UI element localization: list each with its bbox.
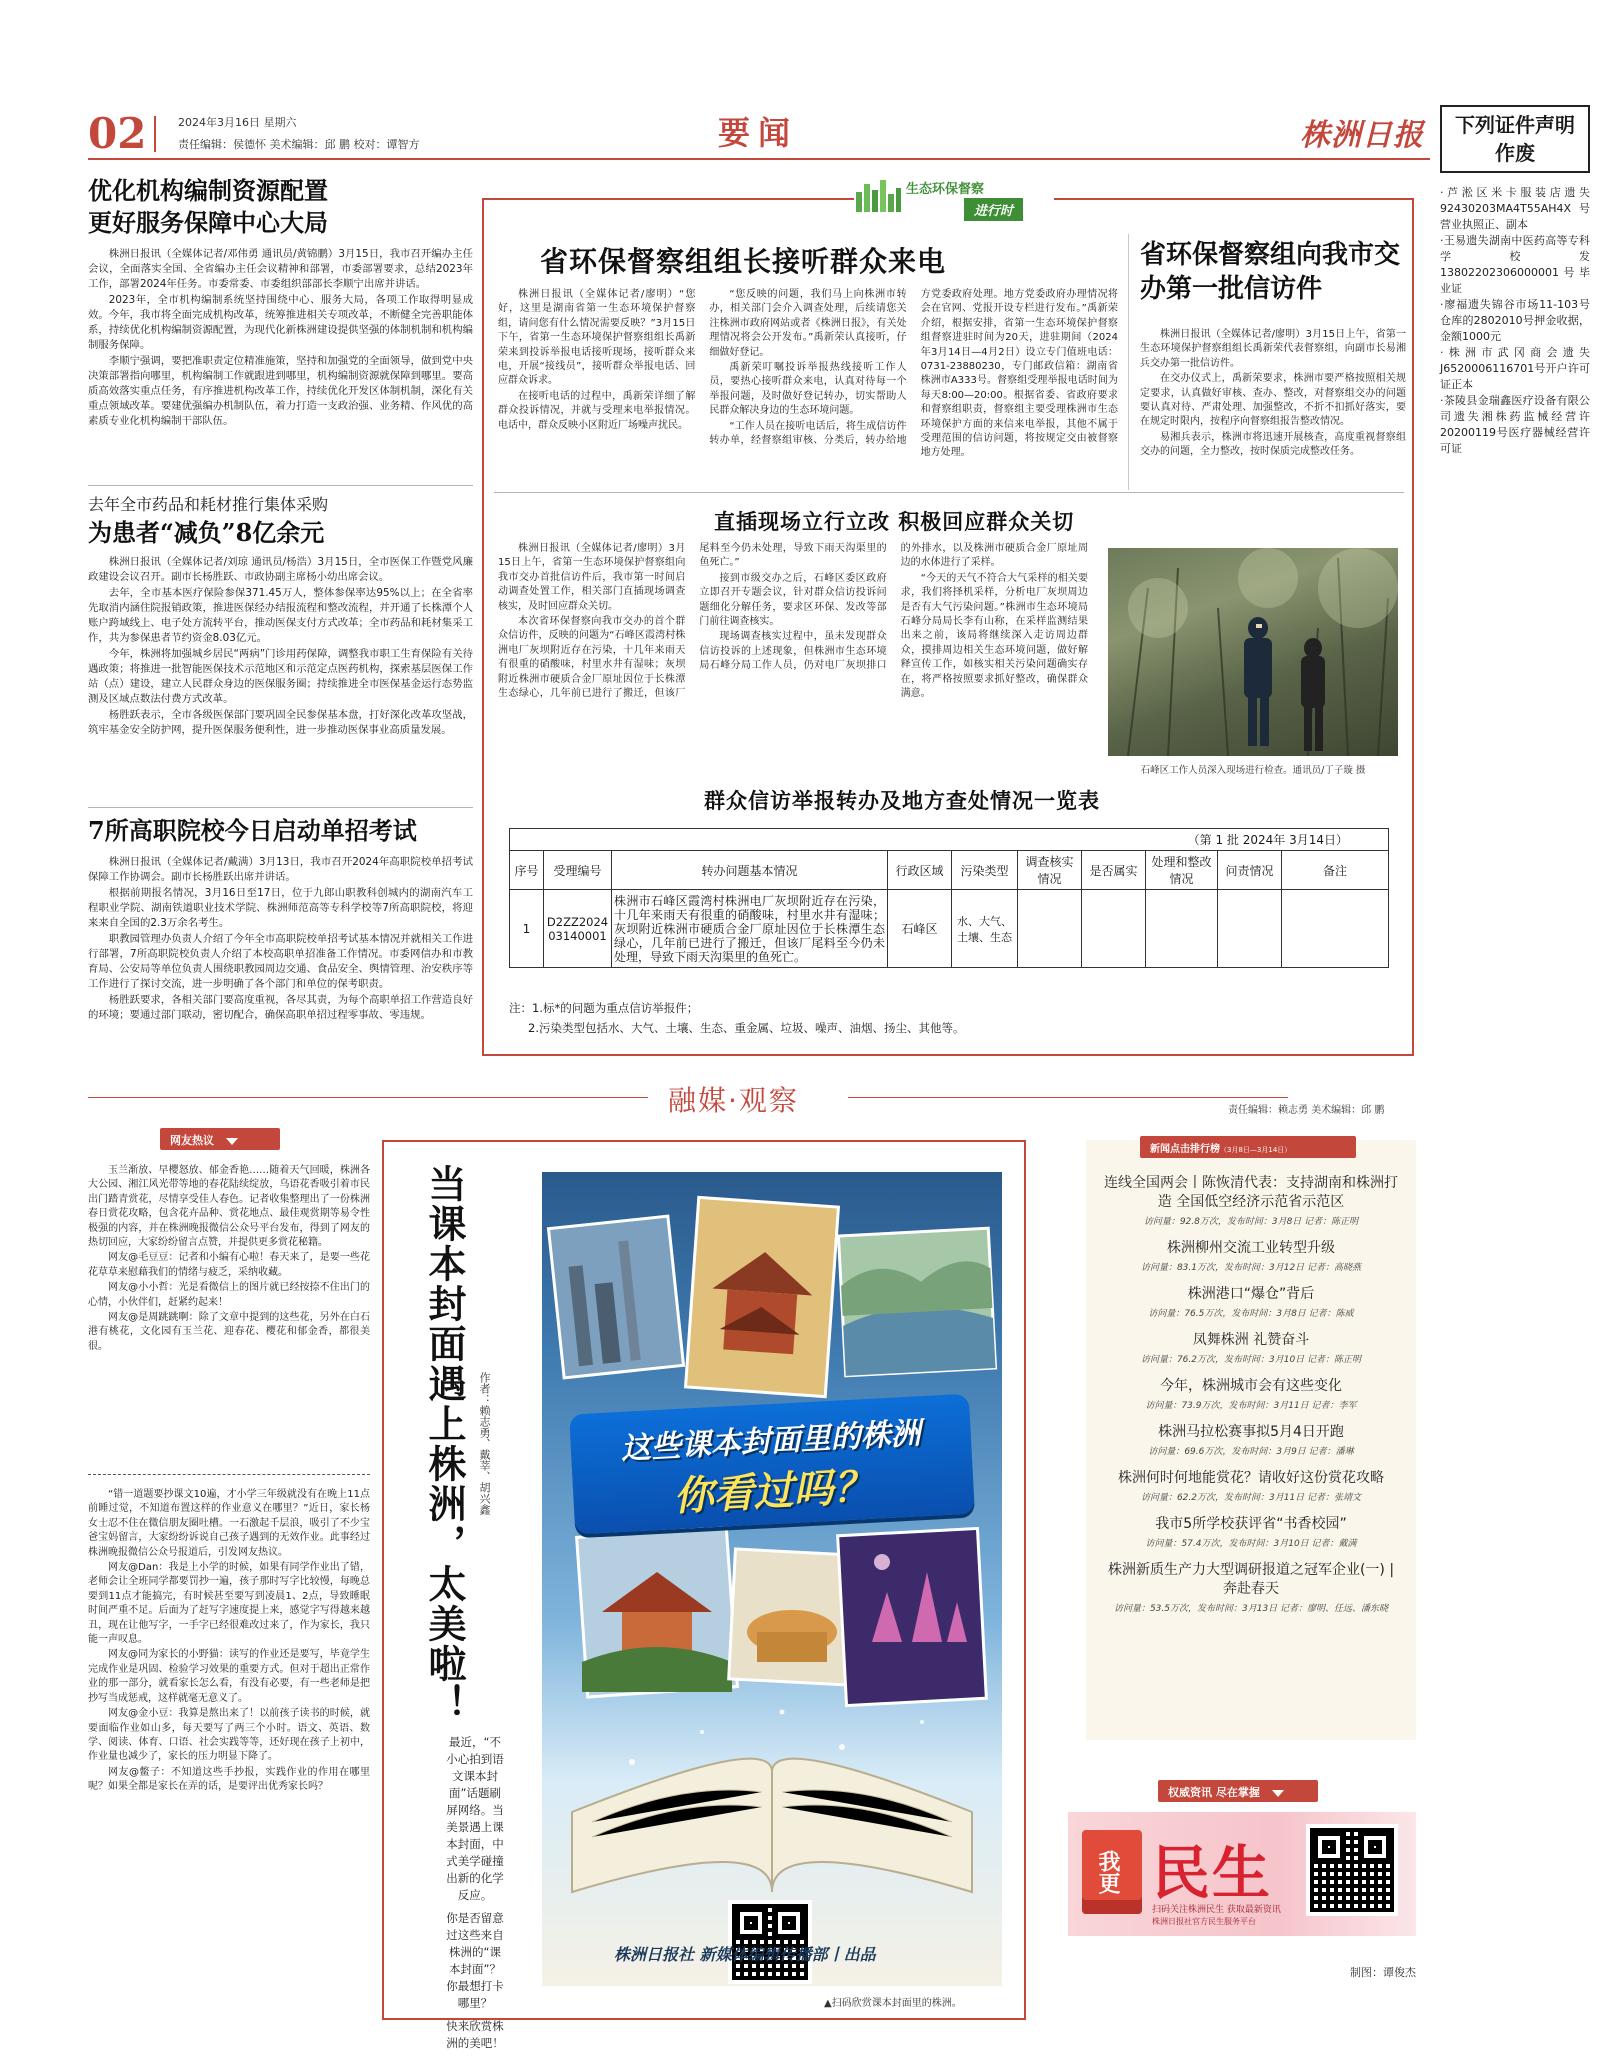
ranking-item[interactable] [1100, 1239, 1402, 1273]
ranking-item[interactable] [1100, 1285, 1402, 1319]
table-header-cell: 处理和整改情况 [1146, 851, 1218, 890]
ranking-item-title: 我市5所学校获评省“书香校园” [1155, 1516, 1347, 1532]
ranking-item-meta: 访问量：92.8万次，发布时间：3月8日 记者：陈正明 [1143, 1217, 1359, 1227]
article-title-staffing: 优化机构编制资源配置 更好服务保障中心大局 [88, 176, 328, 237]
paragraph: 本次省环保督察向我市交办的首个群众信访件，反映的问题为“石峰区霞湾村株洲电厂灰坝附近存在污染，十几年来雨天有很重的硝酸味，村里水井有湿味；灰坝附近株洲市硬质合金厂原址因位于长株潭生态绿心，几年前已进行了搬迁，但该厂尾料至今仍未处理，导致下雨天沟渠里的鱼死亡。” [498, 543, 887, 700]
hot-topics-flowers [88, 1164, 370, 1355]
paragraph: 株洲日报讯（全媒体记者/刘琼 通讯员/杨浩）3月15日，全市医保工作暨党风廉政建设会议召开。副市长杨胜跃、市政协副主席杨小幼出席会议。 [88, 556, 473, 583]
article-body-first-batch [1140, 328, 1406, 461]
ad-tag: 权威资讯 尽在掌握 [1158, 1780, 1318, 1802]
paragraph: 去年，全市基本医疗保险参保371.45万人，整体参保率达95%以上；在全省率先取消内涵住院报销政策，推进医保经办结报流程和整改流程，并开通了长株潭个人账户跨域线上、电子处方流转平台，推动医保支付方式改革；全市药品和耗材集采工作，共为参保患者节约资金8.03亿元。 [88, 587, 473, 644]
cell-type: 水、大气、土壤、生态 [952, 890, 1018, 968]
paragraph: 网友@鳖子：不知道这些手抄报，实践作业的作用在哪里呢？如果全都是家长在弄的话，是要评出优秀家长吗？ [88, 1766, 370, 1793]
poster-photo-pavilion [577, 1527, 738, 1697]
poster-photo-city [548, 1216, 683, 1378]
paragraph: “错一道题要抄课文10遍，才小学三年级就没有在晚上11点前睡过觉，不知道布置这样的作业意义在哪里？”近日，家长杨女士忍不住在微信朋友圈吐槽。一石激起千层浪，吸引了不少宝爸宝妈留言，大家纷纷诉说自己孩子遇到的无效作业。此事经过株洲晚报微信公众号报道后，引发网友热议。 [88, 1489, 370, 1558]
ranking-item-meta: 访问量：57.4万次，发布时间：3月10日 记者：戴满 [1145, 1539, 1357, 1549]
poster-headline-2: 你看过吗？ [672, 1463, 875, 1521]
cell-desc: 株洲市石峰区霞湾村株洲电厂灰坝附近存在污染，十几年来雨天有很重的硝酸味，村里水井有湿味；灰坝附近株洲市硬质合金厂原址因位于长株潭生态绿心，几年前已进行了搬迁，但该厂尾料至今仍未处理，导致下雨天沟渠里的鱼死亡。 [612, 890, 888, 968]
ranking-item[interactable] [1100, 1469, 1402, 1503]
article-title-first-batch: 省环保督察组向我市交办第一批信访件 [1140, 240, 1401, 304]
table-header-cell: 序号 [510, 851, 544, 890]
ranking-item[interactable] [1100, 1515, 1402, 1549]
ad-qr-code[interactable] [1306, 1824, 1398, 1916]
hot-topics-homework [88, 1488, 370, 1796]
table-header-cell: 污染类型 [952, 851, 1018, 890]
paragraph: 现场调查核实过程中，虽未发现群众信访投诉的上述现象，但株洲市生态环境局石峰分局工作人员，仍对电厂灰坝排口的外排水，以及株洲市硬质合金厂原址周边的水体进行了采样。 [699, 543, 1088, 672]
paragraph: 株洲日报讯（全媒体记者/戴满）3月13日，我市召开2024年高职院校单招考试保障工作协调会。副市长杨胜跃出席并讲话。 [88, 856, 473, 883]
media-rule-left [88, 1097, 648, 1098]
paragraph: 禹新荣叮嘱投诉举报热线接听工作人员，要热心接听群众来电，认真对待每一个举报问题，及时做好登记转办，切实帮助人民群众解决身边的生态环境问题。 [709, 362, 907, 417]
header-editors: 责任编辑：侯德怀 美术编辑：邱 鹏 校对：谭智方 [178, 138, 420, 151]
cell-code: D2ZZ202403140001 [544, 890, 612, 968]
ad-text-2: 民生 [1152, 1839, 1273, 1907]
ranking-item-meta: 访问量：69.6万次，发布时间：3月9日 记者：潘琳 [1148, 1447, 1354, 1457]
article-body-exam [88, 855, 473, 1023]
article-title-medical: 为患者“减负”8亿余元 [88, 518, 325, 547]
media-editors: 责任编辑：赖志勇 美术编辑：邱 鹏 [1228, 1105, 1385, 1116]
paragraph: 在交办仪式上，禹新荣要求，株洲市要严格按照相关规定要求，认真做好审核、查办、整改，对督察组交办的问题要认真对待、严肃处理、加强整改，不折不扣抓好落实，要在规定时限内，按程序向督察组报告整改情况。 [1140, 373, 1406, 428]
notice-item: ·茶陵县金瑞鑫医疗设备有限公司遗失湘株药监械经营许20200119号医疗器械经营许可证 [1440, 394, 1590, 455]
notice-item: ·芦淞区米卡服装店遗失92430203MA4T55AH4X号营业执照正、副本 [1440, 186, 1590, 231]
ranking-item-title: 凤舞株洲 礼赞奋斗 [1192, 1332, 1310, 1348]
ranking-item[interactable] [1100, 1423, 1402, 1457]
paragraph: 网友@毛豆豆：记者和小编有心啦！春天来了，是要一些花花草草来慰藉我们的情绪与疲乏，采纳收藏。 [88, 1252, 370, 1278]
article-kicker-medical: 去年全市药品和耗材推行集体采购 [88, 495, 329, 514]
paragraph: 今年，株洲将加强城乡居民“两病”门诊用药保障，调整我市职工生育保险有关待遇政策；将推进一批智能医保技术示范地区和示范定点医药机构，探索基层医保工作站（点）建设，建立人民群众身边的医保服务圈；持续推进全市医保基金运行态势监测及区域点数法付费方式改革。 [88, 648, 473, 705]
left-column [88, 175, 473, 1045]
ad-small: 扫码关注株洲民生 获取最新资讯 [1152, 1905, 1281, 1915]
divider [88, 485, 473, 486]
poster-caption: ▲扫码欣赏课本封面里的株洲。 [824, 1998, 962, 2009]
ranking-item-title: 连线全国两会丨陈恢清代表：支持湖南和株洲打造 全国低空经济示范省示范区 [1104, 1175, 1398, 1210]
notice-item: ·株洲市武冈商会遗失J6520006116701号开户许可证正本 [1440, 346, 1590, 391]
article-title-hotline: 省环保督察组组长接听群众来电 [540, 245, 947, 278]
paragraph: 网友@同为家长的小野猫：读写的作业还是要写，毕竟学生完成作业是巩固、检验学习效果的重要方式。但对于超出正常作业的那一部分，就看家长怎么看，有没有必要，有一些老师是把抄写当成惩戒，这样就毫无意义了。 [88, 1649, 370, 1704]
paragraph: “工作人员在接听电话后，将生成信访件转办单，经督察组审核、分类后，转办给地方党委政府处理。地方党委政府办理情况将会在官网、党报开设专栏进行发布。”禹新荣介绍，根据安排，省第一生态环境保护督察组督察进驻时间为20天，进驻期间（2024年3月14日—4月2日）设立专门值班电话：0731-23880230，专门邮政信箱：湖南省株洲市A333号。督察组受理举报电话时间为每天8:00—20:00。根据省委、省政府要求和督察组职责，督察组主要受理株洲市生态环境保护方面的来信来电举报，其他不属于受理范围的信访问题，将按规定交由被督察地方处理。 [709, 289, 1118, 459]
table-row [510, 890, 1389, 968]
side-notice-list [1440, 185, 1590, 457]
cell-no: 1 [510, 890, 544, 968]
side-notice [1440, 105, 1590, 555]
paragraph: “您反映的问题，我们马上向株洲市转办，相关部门会介入调查处理，后续请您关注株洲市政府网站或者《株洲日报》，有关处理情况将会公开发布。”禹新荣认真接听，仔细做好登记。 [709, 289, 907, 358]
table-header-cell: 调查核实情况 [1018, 851, 1082, 890]
article-title-field-response: 直插现场立行立改 积极回应群众关切 [714, 509, 1075, 534]
paragraph: 李顺宁强调，要把准职责定位精准施策，坚持和加强党的全面领导，做到党中央决策部署指向哪里，机构编制工作就跟进到哪里，机构编制资源就保障到哪里。要高质高效落实重点任务，有序推进机构改革工作，持续优化开发区体制机制，深化有关重点领域改革。要建优强编办机制队伍，着力打造一支政治强、业务精、作风优的高素质专业化机构编制干部队伍。 [88, 355, 473, 427]
table-header-cell: 备注 [1282, 851, 1389, 890]
city-skyline-icon [854, 178, 902, 212]
paragraph: 株洲日报讯（全媒体记者/廖明）3月15日上午，省第一生态环境保护督察组组长禹新荣代表督察组，向副市长易湘兵交办第一批信访件。 [1140, 329, 1406, 369]
paragraph: 株洲日报讯（全媒体记者/廖明）“您好，这里是湖南省第一生态环境保护督察组，请问您有什么情况需要反映？”3月15日下午，省第一生态环境保护督察组组长禹新荣来到投诉举报电话接听现场，接听群众来电，开展“接线员”，接听群众举报电话、回应群众诉求。 [498, 289, 696, 387]
issue-date: 2024年3月16日 星期六 [178, 116, 297, 129]
poster-photo-river [838, 1228, 995, 1376]
open-book-icon [572, 1759, 972, 1892]
paragraph: 杨胜跃表示，全市各级医保部门要巩固全民参保基本盘，打好深化改革攻坚战，筑牢基金安全防护网，提升医保服务便利性，进一步推动医保事业高质量发展。 [88, 709, 473, 736]
ranking-item-title: 株洲新质生产力大型调研报道之冠军企业(一) | 奔赴春天 [1107, 1562, 1395, 1597]
table-header-cell: 受理编号 [544, 851, 612, 890]
poster-photo-museum [729, 1549, 856, 1685]
ranking-item[interactable] [1100, 1377, 1402, 1411]
table-header-cell: 问责情况 [1218, 851, 1282, 890]
paragraph: 网友@Dan：我是上小学的时候，如果有同学作业出了错，老师会让全班同学都要罚抄一遍，孩子那时写字比较慢，每晚总要到11点才能搞完，有时候甚至要写到凌晨1、2点，导致睡眠时间严重不足。后面为了赶写字速度提上来，感觉字写得越来越丑，现在让他写字，一手字已经很难改过来了，作为家长，我只能一声叹息。 [88, 1562, 370, 1646]
article-title-exam: 7所高职院校今日启动单招考试 [88, 816, 417, 845]
eco-banner [854, 172, 1054, 224]
divider [88, 807, 473, 808]
photo-caption: 石峰区工作人员深入现场进行检查。通讯员/丁子璇 摄 [1140, 765, 1366, 776]
page-header [88, 108, 1430, 164]
ranking-item-meta: 访问量：83.1万次，发布时间：3月12日 记者：高晓燕 [1140, 1263, 1362, 1273]
cover-paragraph: 你是否留意过这些来自株洲的“课本封面”？你最想打卡哪里？ [446, 1911, 504, 2010]
paragraph: 根据前期报名情况，3月16日至17日，位于九郎山职教科创城内的湖南汽车工程职业学院、湖南铁道职业技术学院、株洲师范高等专科学校等7所高职院校，将迎来来自全国的2.3万余名考生。 [88, 887, 473, 929]
poster-headline-1: 这些课本封面里的株洲 [620, 1416, 922, 1467]
table-note-2: 2.污染类型包括水、大气、土壤、生态、重金属、垃圾、噪声、油烟、扬尘、其他等。 [528, 1021, 965, 1035]
section-title: 要闻 [718, 114, 799, 152]
table-batch: （第 1 批 2024年 3月14日） [510, 829, 1389, 851]
poster-photo-temple [686, 1197, 839, 1396]
poster-photo-castle [838, 1528, 987, 1705]
ranking-item-meta: 访问量：76.2万次，发布时间：3月10日 记者：陈正明 [1140, 1355, 1362, 1365]
article-body-medical [88, 555, 473, 738]
ranking-item[interactable] [1100, 1174, 1402, 1227]
paragraph: 在接听电话的过程中，禹新荣详细了解群众投诉情况，并就与受理来电举报情况。电话中，群众反映小区附近厂场噪声扰民。 [498, 390, 696, 431]
table-header-cell: 是否属实 [1082, 851, 1146, 890]
ad-banner[interactable] [1068, 1812, 1416, 1936]
table-header-row [510, 851, 1389, 890]
minsheng-ad [1068, 1780, 1416, 1980]
cover-article-body [444, 1734, 506, 2058]
cover-paragraph: 快来欣赏株洲的美吧！ [446, 2019, 504, 2050]
header-divider [154, 116, 156, 152]
ad-sub: 株洲日报社官方民生服务平台 [1152, 1917, 1256, 1926]
ranking-tag: 新闻点击排行榜（3月8日—3月14日） [1140, 1136, 1356, 1158]
article-body-staffing [88, 247, 473, 429]
paragraph: 职教园管理办负责人介绍了今年全市高职院校单招考试基本情况并就相关工作进行部署，7所高职院校负责人介绍了本校高职单招准备工作情况。市委网信办和市教育局、公安局等单位负责人围绕职教园周边交通、食品安全、舆情管理、治安秩序等工作进行了探讨交流，进一步明确了各个部门和单位的保考职责。 [88, 933, 473, 990]
divider [1128, 234, 1129, 490]
table-header-cell: 转办问题基本情况 [612, 851, 888, 890]
ranking-item-title: 株洲柳州交流工业转型升级 [1167, 1240, 1335, 1256]
ranking-item-title: 今年，株洲城市会有这些变化 [1160, 1378, 1342, 1394]
chevron-down-icon [226, 1138, 238, 1145]
ranking-item-meta: 访问量：73.9万次，发布时间：3月11日 记者：李军 [1145, 1401, 1357, 1411]
hot-topics-column [88, 1128, 370, 2038]
paragraph: “今天的天气不符合大气采样的相关要求，我们将择机采样，分析电厂灰坝周边是否有大气污染问题。”株洲市生态环境局石峰分局局长李有山称，在采样监测结果出来之前，该局将继续深入走访周边群众，摸排周边相关生态环境问题，做好解释宣传工作，如核实相关污染问题确实存在，将严格按照要求抓好整改，确保群众满意。 [900, 572, 1088, 700]
dashed-divider [88, 1474, 370, 1475]
table-title: 群众信访举报转办及地方查处情况一览表 [704, 788, 1100, 813]
ranking-item[interactable] [1100, 1331, 1402, 1365]
chevron-down-icon [1272, 1790, 1284, 1797]
hot-topics-tag: 网友热议 [160, 1128, 280, 1150]
table-note-1: 注：1.标*的问题为重点信访举报件； [509, 1001, 699, 1015]
media-section-title: 融媒·观察 [668, 1084, 799, 1117]
media-section-header [88, 1075, 1430, 1115]
eco-banner-label: 生态环保督察 [906, 182, 985, 197]
ranking-item-meta: 访问量：62.2万次，发布时间：3月11日 记者：张靖文 [1140, 1493, 1362, 1503]
page-number: 02 [88, 109, 147, 158]
notice-item: ·王易遗失湖南中医药高等专科学校发13802202306000001号毕业证 [1440, 234, 1590, 295]
ranking-item-title: 株洲马拉松赛事拟5月4日开跑 [1158, 1424, 1344, 1440]
paragraph: 2023年，全市机构编制系统坚持围绕中心、服务大局，各项工作取得明显成效。今年，我市将全面完成机构改革，统筹推进相关专项改革，不断健全完善职能体系，持续优化机构编制资源配置，为现代化新株洲建设提供坚强的体制机制和机构编制服务保障。 [88, 294, 473, 351]
article-body-field-response [498, 542, 1088, 772]
cover-author: 作者：赖志勇、戴莘、胡兴鑫 [478, 1372, 491, 1515]
news-ranking-box [1086, 1140, 1416, 1740]
paragraph: 网友@金小豆：我算是熬出来了！以前孩子读书的时候，就要面临作业如山多，每天要写了两三个小时。语文、英语、数学、阅读、体育、口语、社会实践等等，还好现在孩子上初中，作业量也减少了，家长的压力明显下降了。 [88, 1708, 370, 1763]
cover-paragraph: 最近，“不小心拍到语文课本封面”话题刷屏网络。当美景遇上课本封面，中式美学碰撞出新的化学反应。 [446, 1735, 504, 1902]
paragraph: 株洲日报讯（全媒体记者/邓伟勇 通讯员/黄锦鹏）3月15日，我市召开编办主任会议，全面落实全国、全省编办主任会议精神和部署，市委部署要求，总结2023年工作，部署2024年任务。市委常委、市委组织部部长李顺宁出席并讲话。 [88, 248, 473, 290]
ranking-list [1100, 1174, 1402, 1626]
paragraph: 网友@小小哲：光是看微信上的图片就已经按捺不住出门的心情，小伙伴们，赶紧约起来！ [88, 1282, 370, 1308]
ranking-item-title: 株洲港口“爆仓”背后 [1187, 1286, 1315, 1302]
ad-text-1: 我更 [1095, 1850, 1120, 1894]
cover-article-title: 当课本封面遇上株洲，太美啦！ [422, 1164, 467, 1724]
poster-brand: 株洲日报社 新媒体编辑传播部丨出品 [614, 1945, 876, 1964]
notice-item: ·廖福遗失锦谷市场11-103号仓库的2802010号押金收据，金额1000元 [1440, 298, 1590, 343]
eco-inspection-box [482, 182, 1414, 1056]
paragraph: 玉兰渐放、早樱怒放、郁金香艳……随着天气回暖，株洲各大公园、湘江风光带等地的春花陆续绽放，乌语花香吸引着市民出门踏青赏花，尽情享受佳人春色。记者收集整理出了一份株洲春日赏花攻略，包含花卉品种、赏花地点、最佳观赏期等易令性极强的内容，并在株洲晚报微信公众号平台发布，得到了网友的热切回应，大家纷纷留言点赞，并提供更多赏花秘籍。 [88, 1165, 370, 1249]
footer-credit: 制图：谭俊杰 [1350, 1966, 1416, 1979]
header-rule [88, 158, 1430, 160]
divider [494, 492, 1404, 493]
table-header-cell: 行政区域 [888, 851, 952, 890]
ranking-item[interactable] [1100, 1561, 1402, 1614]
article-body-hotline [498, 288, 1118, 484]
newspaper-logo: 株洲日报 [1300, 118, 1424, 153]
paragraph: 株洲日报讯（全媒体记者/廖明）3月15日上午，省第一生态环境保护督察组向我市交办首批信访件后，我市第一时间启动调查处置工作，相关部门直插现场调查核实，及时回应群众关切。 [498, 543, 686, 612]
paragraph: 接到市级交办之后，石峰区委区政府立即召开专题会议，针对群众信访投诉问题细化分解任务，要求区环保、发改等部门前往调查核实。 [699, 572, 887, 628]
paragraph: 杨胜跃要求，各相关部门要高度重视，各尽其责，为每个高职单招工作营造良好的环境；要通过部门联动，密切配合，确保高职单招过程零事故、零违规。 [88, 994, 473, 1021]
paragraph: 网友@是周跳跳啊：除了文章中提到的这些花，另外在白石港有桃花，文化园有玉兰花、迎春花、樱花和郁金香，都很美很。 [88, 1312, 370, 1352]
cell-region: 石峰区 [888, 890, 952, 968]
ranking-item-meta: 访问量：53.5万次，发布时间：3月13日 记者：廖明、任远、潘东晓 [1113, 1604, 1389, 1614]
poster-banner [569, 1394, 975, 1535]
paragraph: 易湘兵表示，株洲市将迅速开展核查，高度重视督察组交办的问题，全力整改，按时保质完成整改任务。 [1140, 431, 1406, 458]
media-rule-right [848, 1097, 1288, 1098]
cover-article-box [382, 1140, 1026, 2050]
ranking-item-title: 株洲何时何地能赏花？请收好这份赏花攻略 [1118, 1470, 1384, 1486]
complaint-table [509, 828, 1389, 968]
side-notice-title: 下列证件声明作废 [1440, 105, 1590, 173]
ranking-item-meta: 访问量：76.5万次，发布时间：3月8日 记者：陈威 [1148, 1309, 1354, 1319]
textbook-cover-poster [542, 1172, 1002, 1986]
inspection-photo [1108, 548, 1398, 756]
eco-banner-sub: 进行时 [964, 198, 1023, 221]
